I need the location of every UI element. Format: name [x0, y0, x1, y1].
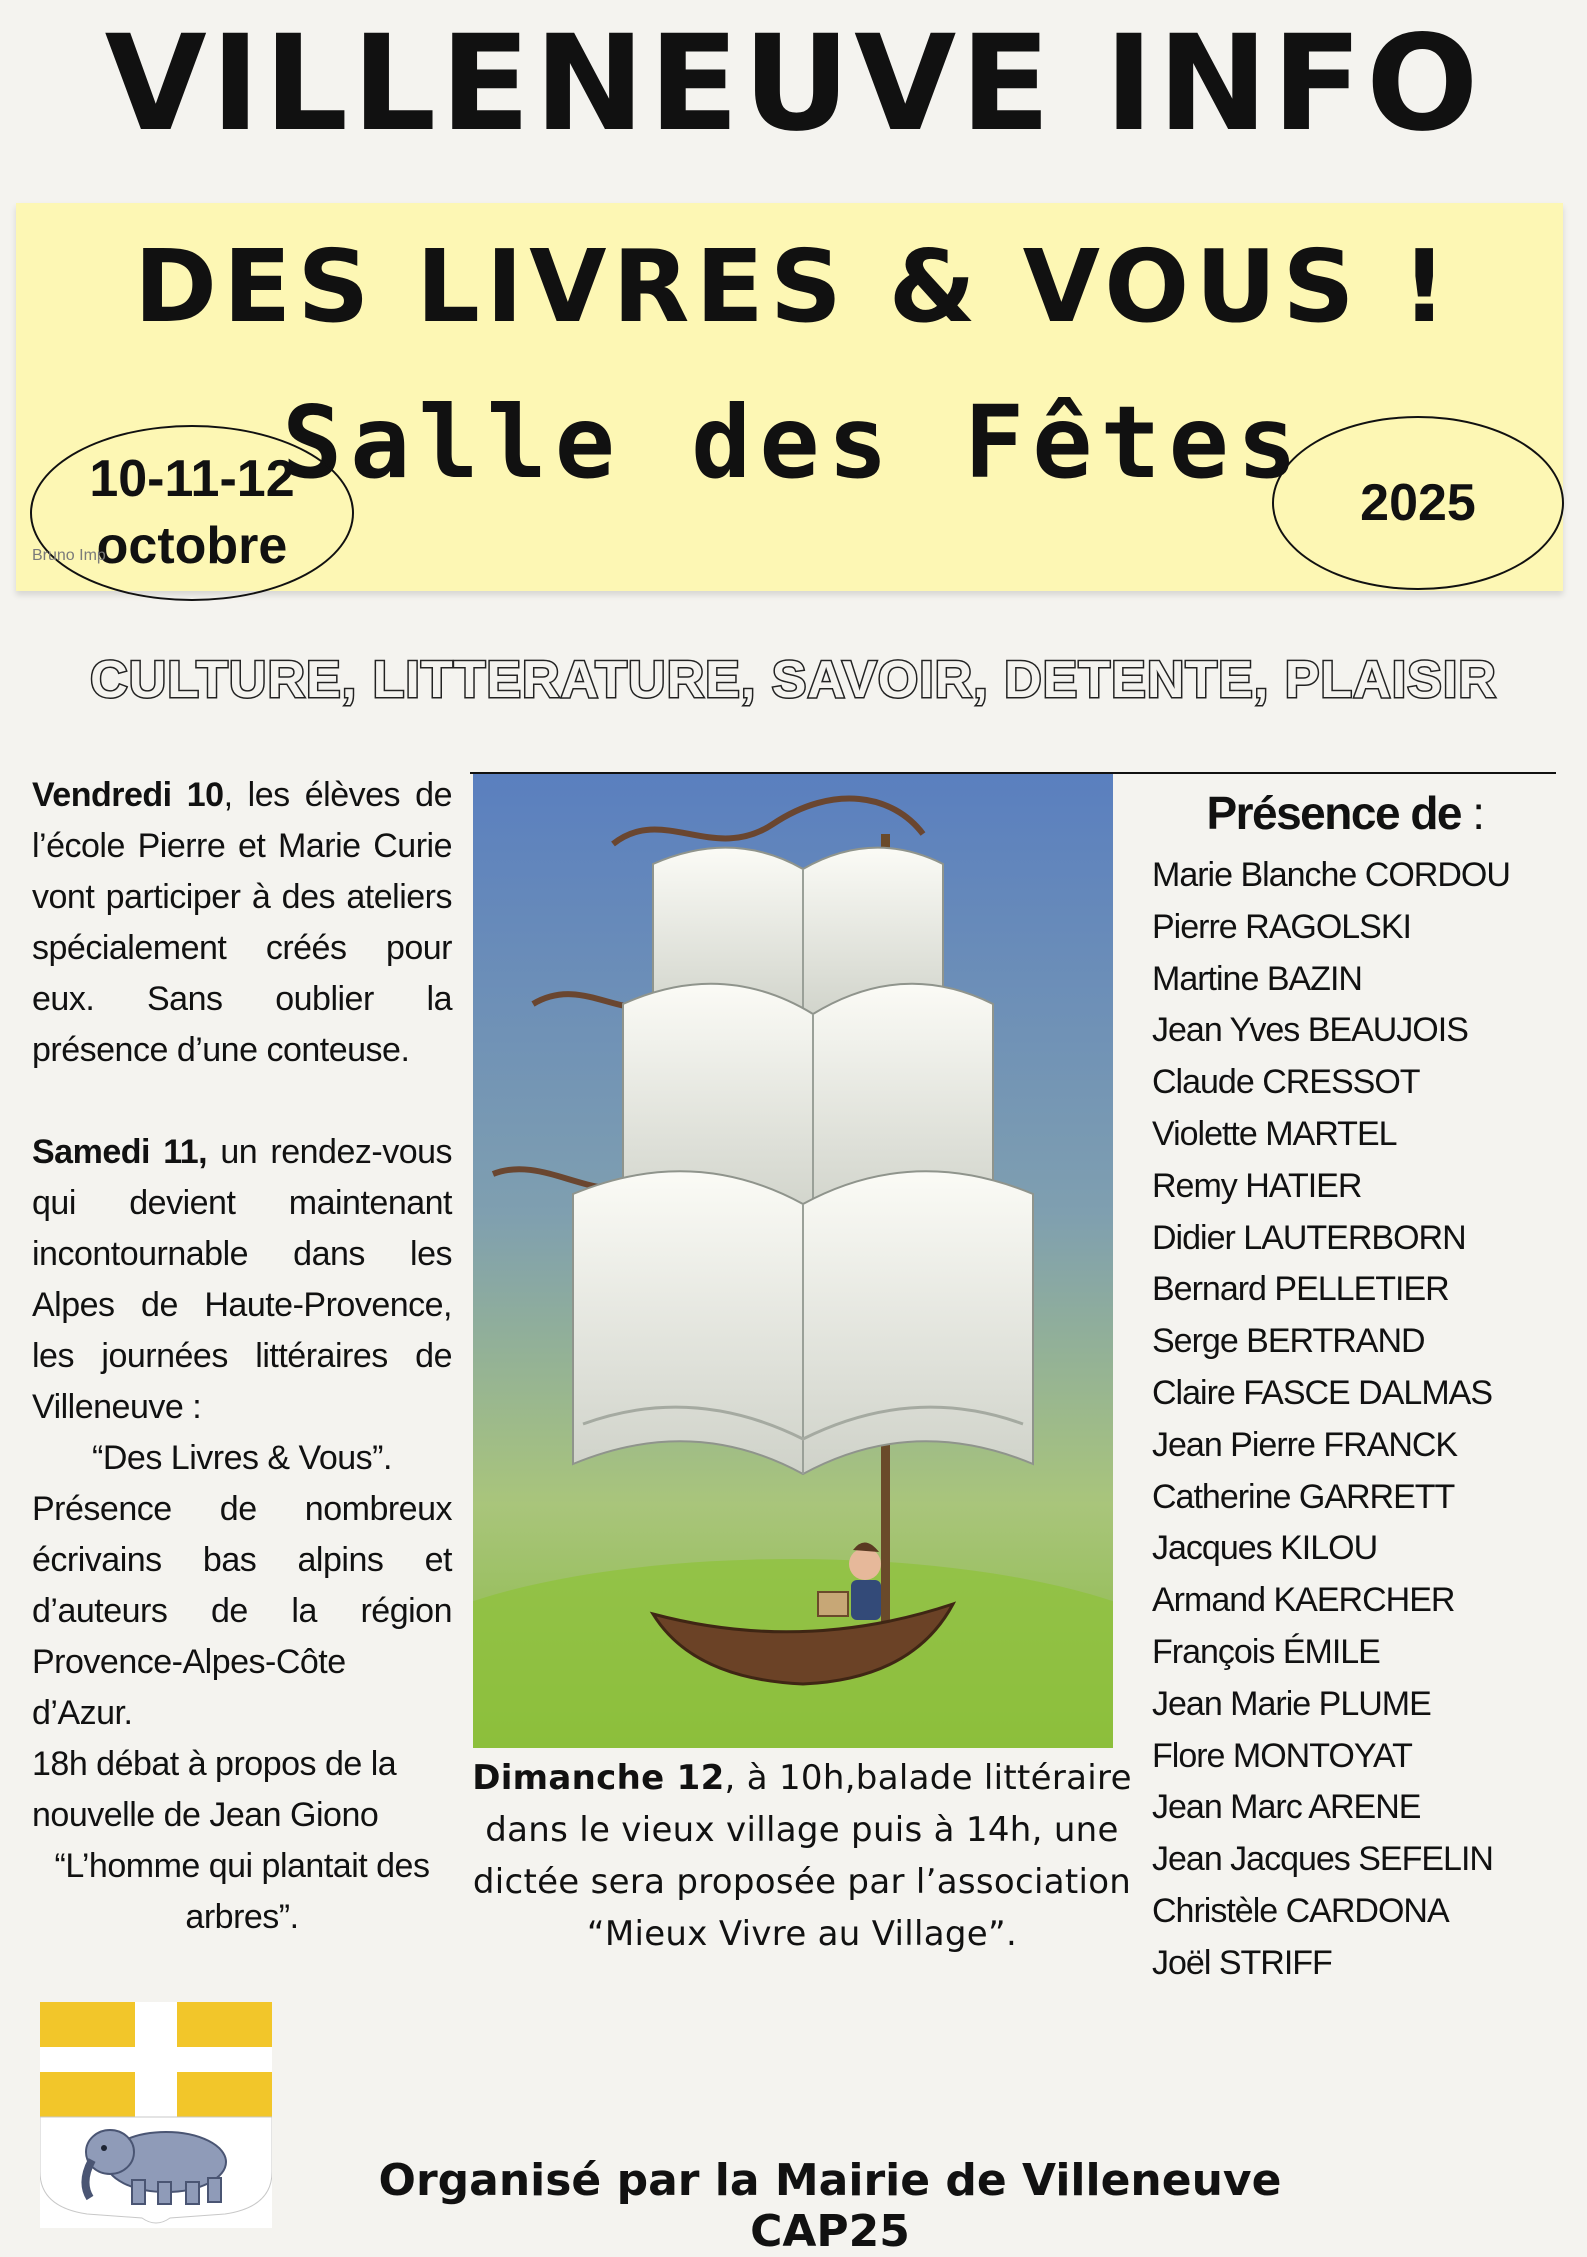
saturday-event-name: “Des Livres & Vous”.: [92, 1439, 392, 1477]
saturday-paragraph: [32, 1127, 452, 1433]
event-year: 2025: [1360, 474, 1476, 532]
event-venue: Salle des Fêtes: [281, 384, 1306, 501]
list-item: Serge BERTRAND: [1152, 1322, 1425, 1361]
list-item: Violette MARTEL: [1152, 1114, 1397, 1153]
list-item: François ÉMILE: [1152, 1632, 1380, 1671]
dates-month: octobre: [96, 517, 288, 575]
presence-heading: [1140, 786, 1550, 840]
list-item: Claude CRESSOT: [1152, 1063, 1420, 1102]
list-item: Jacques KILOU: [1152, 1529, 1378, 1568]
friday-paragraph: [32, 770, 452, 1076]
list-item: Jean Marie PLUME: [1152, 1684, 1431, 1723]
dates-oval: [30, 425, 354, 601]
list-item: Bernard PELLETIER: [1152, 1270, 1449, 1309]
list-item: Jean Pierre FRANCK: [1152, 1425, 1458, 1464]
list-item: Pierre RAGOLSKI: [1152, 907, 1411, 946]
sunday-label: Dimanche 12: [472, 1758, 725, 1798]
list-item: Jean Yves BEAUJOIS: [1152, 1011, 1468, 1050]
saturday-debate: 18h débat à propos de la nouvelle de Jean Giono: [32, 1745, 397, 1834]
saturday-label: Samedi 11,: [32, 1133, 208, 1171]
organizer-footer: Organisé par la Mairie de Villeneuve CAP25: [378, 2155, 1282, 2257]
tagline: CULTURE, LITTERATURE, SAVOIR, DETENTE, PLAISIR: [90, 651, 1497, 709]
author-list: [1152, 850, 1582, 1990]
list-item: Joël STRIFF: [1152, 1943, 1332, 1982]
list-item: Jean Jacques SEFELIN: [1152, 1840, 1493, 1879]
list-item: Christèle CARDONA: [1152, 1891, 1449, 1930]
book-sail-bottom: [573, 1171, 1033, 1474]
friday-label: Vendredi 10: [32, 776, 224, 814]
list-item: Catherine GARRETT: [1152, 1477, 1455, 1516]
year-oval: [1272, 416, 1564, 590]
list-item: Jean Marc ARENE: [1152, 1788, 1421, 1827]
saturday-book-title: “L’homme qui plantait des arbres”.: [54, 1847, 430, 1936]
presence-title: Présence de: [1206, 787, 1461, 839]
dates-days: 10-11-12: [89, 450, 295, 509]
list-item: Armand KAERCHER: [1152, 1581, 1455, 1620]
image-credit: Bruno Imp: [32, 547, 106, 564]
book-sailing-ship-illustration: [473, 774, 1113, 1748]
list-item: Claire FASCE DALMAS: [1152, 1373, 1492, 1412]
friday-text: , les élèves de l’école Pierre et Marie Curie vont participer à des ateliers spécialement créés pour eux. Sans oublier la présence d’une conteuse.: [32, 776, 452, 1069]
program-column: [32, 770, 452, 1943]
sunday-paragraph: [472, 1752, 1132, 1960]
villeneuve-crest-icon: [40, 2002, 272, 2228]
list-item: Remy HATIER: [1152, 1166, 1362, 1205]
sunday-text: , à 10h,balade littéraire dans le vieux village puis à 14h, une dictée sera proposée par l’association “Mieux Vivre au Village”.: [472, 1758, 1132, 1954]
event-title: DES LIVRES & VOUS !: [134, 228, 1453, 345]
list-item: Martine BAZIN: [1152, 959, 1362, 998]
list-item: Marie Blanche CORDOU: [1152, 856, 1510, 894]
list-item: Didier LAUTERBORN: [1152, 1218, 1466, 1257]
masthead-title: VILLENEUVE INFO: [104, 7, 1483, 161]
saturday-writers: Présence de nombreux écrivains bas alpins et d’auteurs de la région Provence-Alpes-Côte d’Azur.: [32, 1490, 452, 1732]
saturday-text: un rendez-vous qui devient maintenant incontournable dans les Alpes de Haute-Provence, les journées littéraires de Villeneuve :: [32, 1133, 453, 1426]
presence-colon: :: [1461, 787, 1484, 839]
list-item: Flore MONTOYAT: [1152, 1736, 1412, 1775]
